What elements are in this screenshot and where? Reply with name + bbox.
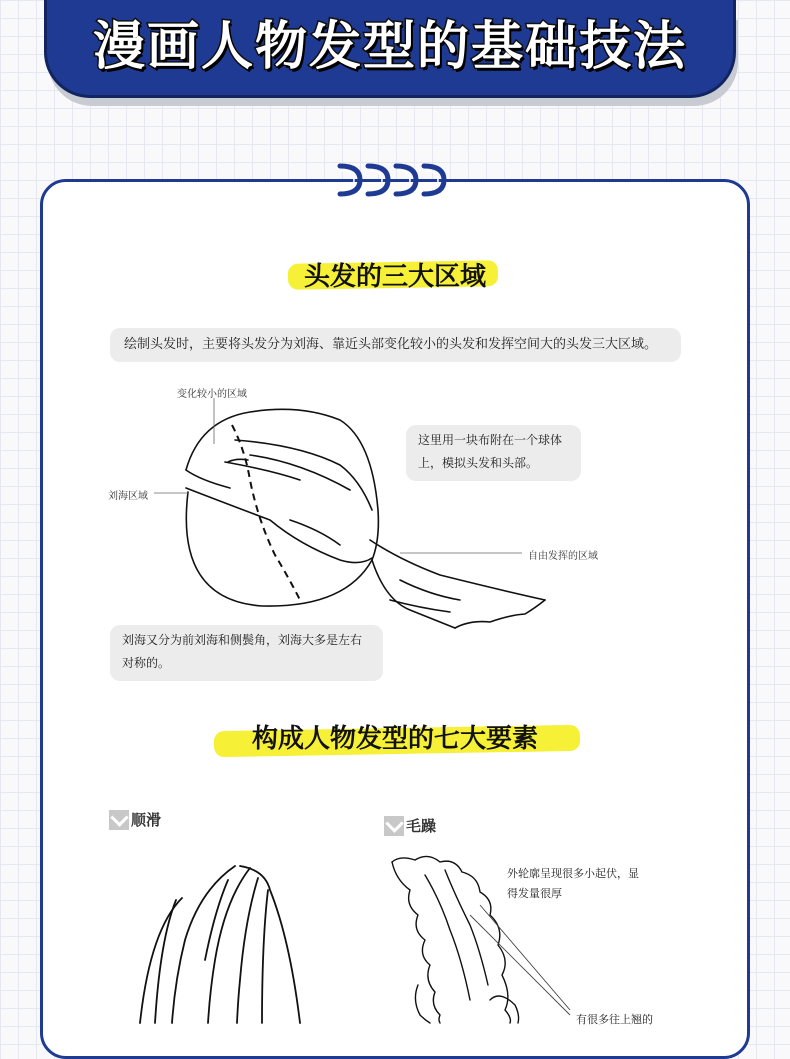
label-bangs: 刘海区域 [108,491,148,502]
page-title: 漫画人物发型的基础技法 [92,17,687,77]
sub-head-frizzy-label: 毛躁 [406,817,437,835]
bangs-note-text: 刘海又分为前刘海和侧鬓角，刘海大多是左右对称的。 [122,633,363,670]
callout-text: 这里用一块布附在一个球体上，模拟头发和头部。 [418,433,563,470]
label-free: 自由发挥的区域 [528,551,598,562]
section-title-seven-elements: 构成人物发型的七大要素 [251,724,538,754]
label-change-small: 变化较小的区域 [177,389,247,400]
annotation-outline-text: 外轮廓呈现很多小起伏，显得发量很厚 [507,867,639,900]
intro-text: 绘制头发时，主要将头发分为刘海、靠近头部变化较小的头发和发挥空间大的头发三大区域。 [124,337,658,352]
sub-head-smooth-label: 顺滑 [131,811,162,829]
annotation-outline [507,864,642,904]
annotation-bottom-text: 有很多往上翘的 [576,1013,653,1026]
annotation-bottom [576,1010,676,1030]
section-title-hair-regions: 头发的三大区域 [303,262,486,292]
